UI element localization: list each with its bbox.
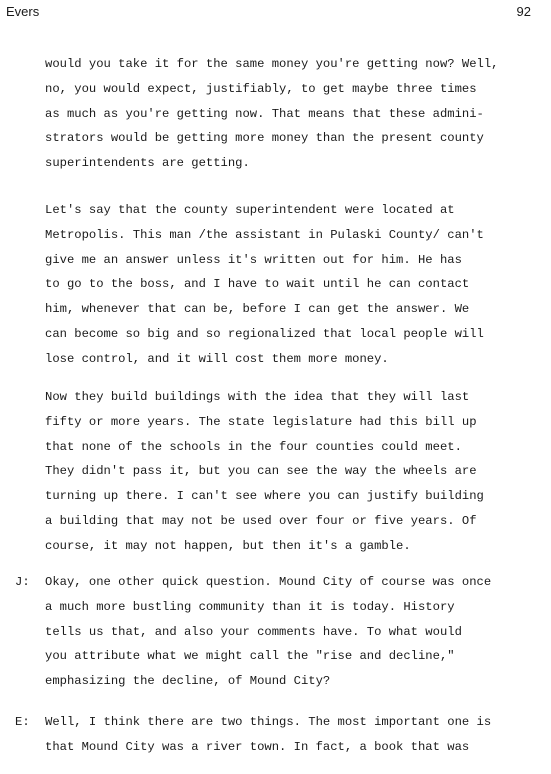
text-line: superintendents are getting. bbox=[45, 156, 250, 171]
text-line: give me an answer unless it's written out for him. He has bbox=[45, 252, 462, 267]
text-line: Now they build buildings with the idea that they will last bbox=[45, 390, 470, 404]
text-line: that none of the schools in the four counties could meet. bbox=[45, 439, 462, 454]
text-line: E: Well, I think there are two things. The most important one is bbox=[0, 710, 551, 735]
text-line: can become so big and so regionalized that local people will bbox=[45, 326, 484, 341]
paragraph bbox=[0, 385, 551, 559]
text-line: that Mound City was a river town. In fact, a book that was bbox=[45, 739, 470, 754]
speaker-label: J: bbox=[15, 575, 30, 589]
header-name: Evers bbox=[6, 4, 40, 19]
text-line: tells us that, and also your comments have. To what would bbox=[45, 624, 462, 639]
text-line: no, you would expect, justifiably, to get maybe three times bbox=[45, 81, 477, 96]
paragraph bbox=[0, 570, 551, 694]
paragraph bbox=[0, 710, 551, 760]
text-line: emphasizing the decline, of Mound City? bbox=[45, 674, 331, 689]
text-line: a building that may not be used over four or five years. Of bbox=[45, 513, 477, 528]
text-line: strators would be getting more money than the present county bbox=[45, 131, 484, 146]
text-line: Let's say that the county superintendent were located at bbox=[45, 203, 455, 217]
text-line: you attribute what we might call the "rise and decline," bbox=[45, 649, 455, 664]
paragraph bbox=[0, 52, 551, 176]
text-line: J: Okay, one other quick question. Mound City of course was once bbox=[0, 570, 551, 595]
text-line: a much more bustling community than it is today. History bbox=[45, 599, 455, 614]
paragraph bbox=[0, 198, 551, 372]
text-line: turning up there. I can't see where you can justify building bbox=[45, 489, 484, 504]
text-line: fifty or more years. The state legislature had this bill up bbox=[45, 414, 477, 429]
text-line: would you take it for the same money you're getting now? Well, bbox=[45, 57, 499, 71]
speaker-label: E: bbox=[15, 715, 30, 729]
text-line: Metropolis. This man /the assistant in Pulaski County/ can't bbox=[45, 227, 484, 242]
text-line: him, whenever that can be, before I can get the answer. We bbox=[45, 302, 470, 317]
page-number: 92 bbox=[516, 4, 531, 19]
text-line: They didn't pass it, but you can see the way the wheels are bbox=[45, 464, 477, 479]
text-line: to go to the boss, and I have to wait until he can contact bbox=[45, 277, 470, 292]
text-line: lose control, and it will cost them more money. bbox=[45, 351, 389, 366]
text-line: as much as you're getting now. That means that these admini- bbox=[45, 106, 484, 121]
text-line: course, it may not happen, but then it's a gamble. bbox=[45, 538, 411, 553]
